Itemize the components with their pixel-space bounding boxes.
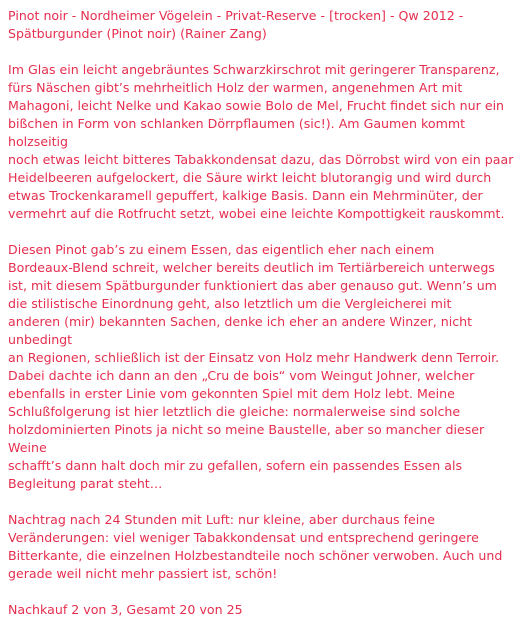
pairing-comment-paragraph: Diesen Pinot gab’s zu einem Essen, das eigentlich eher nach einem Bordeaux-Blend schreit, welcher bereits deutlich im Tertiärbereich unterwegs ist, mit diesem Spätburgunder funktioniert das aber genauso gut. Wenn’s um die stilistische Einordnung geht, also letztlich um die Vergleicherei mit anderen (mir) bekannten Sachen, denke ich eher an andere Winzer, nicht unbedingt an Regionen, schließlich ist der Einsatz von Holz mehr Handwerk denn Terroir. Dabei dachte ich dann an den „Cru de bois“ vom Weingut Johner, welcher ebenfalls in erster Linie vom gekonnten Spiel mit dem Holz lebt. Meine Schlußfolgerung ist hier letztlich die gleiche: normalerweise sind solche holzdominierten Pinots ja nicht so meine Baustelle, aber so mancher dieser Weine schafft’s dann halt doch mir zu gefallen, sofern ein passendes Essen als Begleitung parat steht…	[8, 242, 500, 491]
follow-up-paragraph: Nachtrag nach 24 Stunden mit Luft: nur kleine, aber durchaus feine Veränderungen: viel weniger Tabakkondensat und entsprechend geringere Bitterkante, die einzelnen Holzbestandteile noch schöner verwoben. Auch und gerade weil nicht mehr passiert ist, schön!	[8, 512, 503, 581]
review-title: Pinot noir - Nordheimer Vögelein - Privat-Reserve - [trocken] - Qw 2012 - Spätburgunder (Pinot noir) (Rainer Zang)	[8, 8, 464, 41]
wine-review-document	[8, 7, 522, 619]
purchase-count-line: Nachkauf 2 von 3, Gesamt 20 von 25	[8, 602, 243, 617]
tasting-notes-paragraph: Im Glas ein leicht angebräuntes Schwarzkirschrot mit geringerer Transparenz, fürs Näschen gibt’s mehrheitlich Holz der warmen, angenehmen Art mit Mahagoni, leicht Nelke und Kakao sowie Bolo de Mel, Frucht findet sich nur ein bißchen in Form von schlanken Dörrpflaumen (sic!). Am Gaumen kommt holzseitig noch etwas leicht bitteres Tabakkondensat dazu, das Dörrobst wird von ein paar Heidelbeeren aufgelockert, die Säure wirkt leicht blutorangig und wird durch etwas Trockenkaramell gepuffert, kalkige Basis. Dann ein Mehrminüter, der vermehrt auf die Rotfrucht setzt, wobei eine leichte Kompottigkeit rauskommt.	[8, 62, 514, 221]
